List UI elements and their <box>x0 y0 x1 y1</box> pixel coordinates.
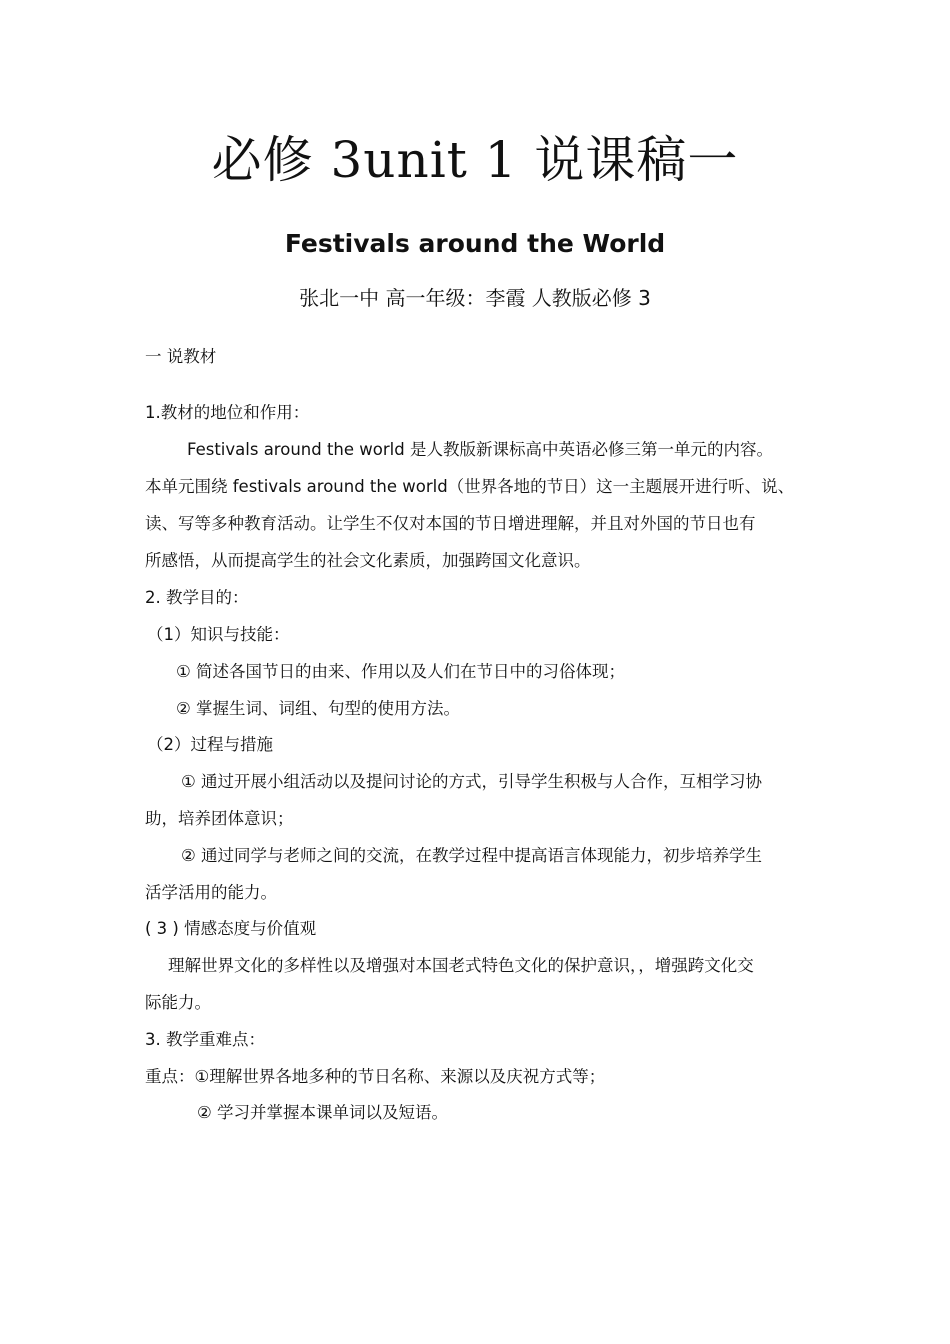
paragraph-line: 助，培养团体意识； <box>145 809 294 828</box>
paragraph-line: ② 通过同学与老师之间的交流，在教学过程中提高语言体现能力，初步培养学生 <box>181 846 763 865</box>
paragraph-line: （1）知识与技能： <box>147 625 290 644</box>
paragraph-line: 重点：①理解世界各地多种的节日名称、来源以及庆祝方式等； <box>145 1067 606 1086</box>
paragraph-line: 读、写等多种教育活动。让学生不仅对本国的节日增进理解，并且对外国的节日也有 <box>145 514 756 533</box>
paragraph-line: ② 掌握生词、词组、句型的使用方法。 <box>176 699 461 718</box>
document-title: 必修 3unit 1 说课稿一 <box>211 131 739 189</box>
paragraph-line: 际能力。 <box>145 993 211 1012</box>
paragraph-line: （2）过程与措施 <box>147 735 273 754</box>
section-heading: 一 说教材 <box>145 347 217 366</box>
paragraph-line: 1.教材的地位和作用： <box>145 403 310 422</box>
paragraph-line: 理解世界文化的多样性以及增强对本国老式特色文化的保护意识，，增强跨文化交 <box>168 956 754 975</box>
author-line: 张北一中 高一年级：李霞 人教版必修 3 <box>299 286 651 310</box>
document-subtitle: Festivals around the World <box>284 229 666 258</box>
paragraph-line: Festivals around the world 是人教版新课标高中英语必修三第一单元的内容。 <box>187 440 773 459</box>
paragraph-line: ( 3 ) 情感态度与价值观 <box>145 919 317 938</box>
paragraph-line: 活学活用的能力。 <box>145 883 277 902</box>
paragraph-line: 本单元围绕 festivals around the world（世界各地的节日）这一主题展开进行听、说、 <box>145 477 795 496</box>
paragraph-line: ① 通过开展小组活动以及提问讨论的方式，引导学生积极与人合作，互相学习协 <box>181 772 763 791</box>
paragraph-line: 2. 教学目的： <box>145 588 249 607</box>
paragraph-line: 3. 教学重难点： <box>145 1030 265 1049</box>
paragraph-line: ② 学习并掌握本课单词以及短语。 <box>197 1103 449 1122</box>
paragraph-line: 所感悟，从而提高学生的社会文化素质，加强跨国文化意识。 <box>145 551 591 570</box>
paragraph-line: ① 简述各国节日的由来、作用以及人们在节日中的习俗体现； <box>176 662 626 681</box>
